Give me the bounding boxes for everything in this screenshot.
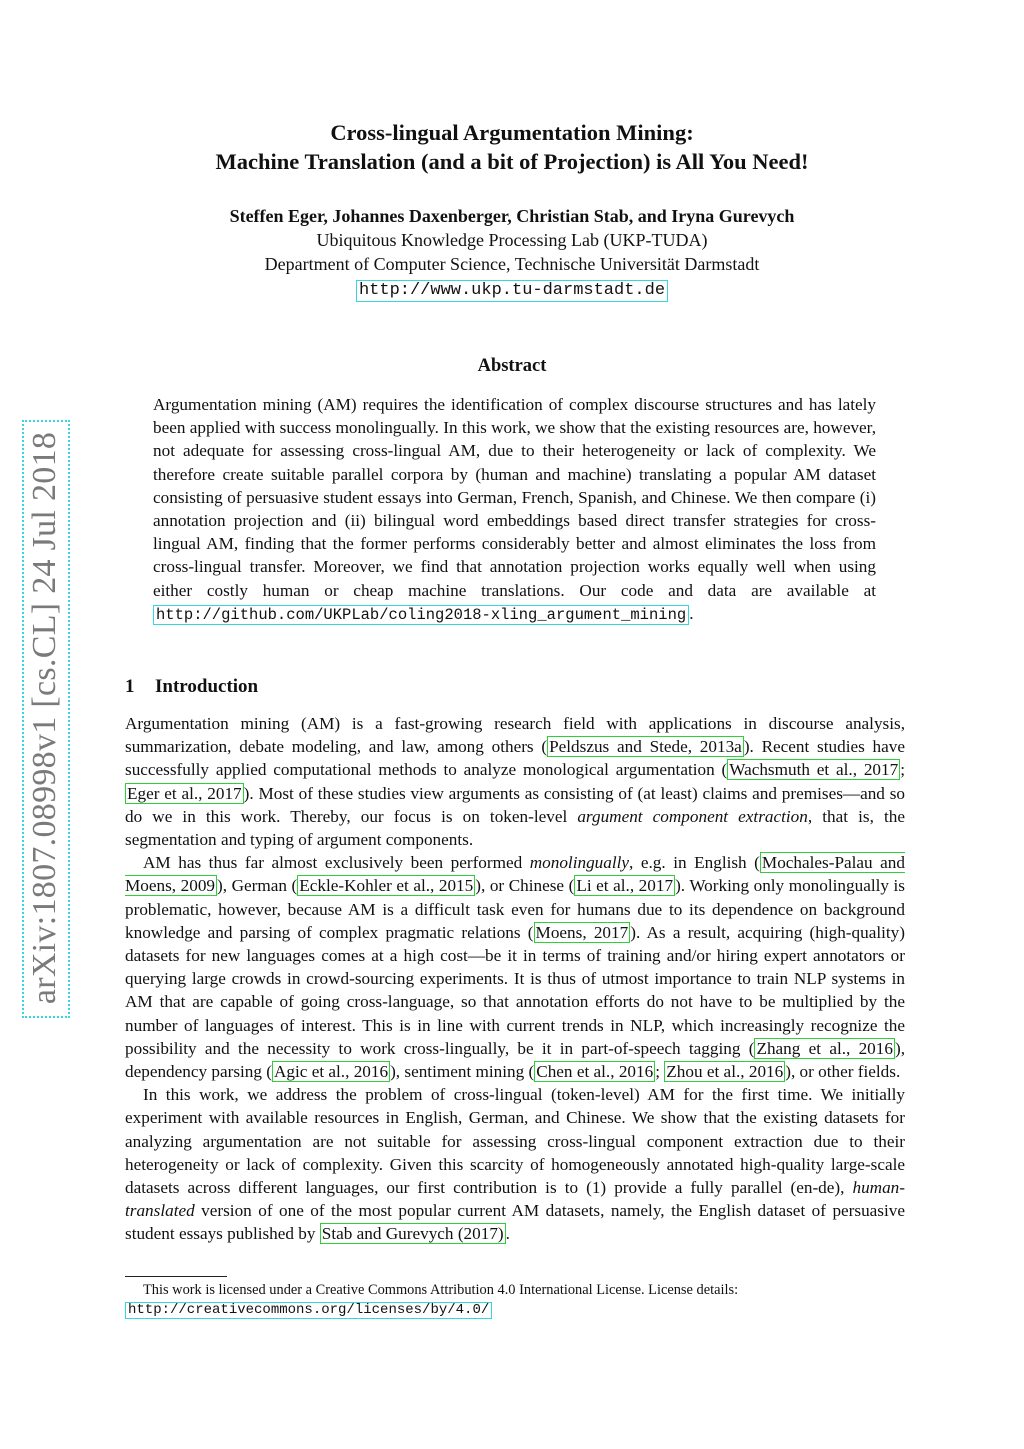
citation-link[interactable]: Chen et al., 2016 [536,1062,654,1082]
paragraph-3 [125,1083,905,1245]
license-url-link[interactable]: http://creativecommons.org/licenses/by/4.0/ [125,1302,492,1319]
title-line-1: Cross-lingual Argumentation Mining: [330,120,694,145]
abstract-end: . [689,603,694,623]
text-span: ). Most of these studies view arguments as consisting of (at least) claims and premises—and so do we in this work. Thereby, our focus is on token-level [125,783,905,826]
text-span: ), sentiment mining ( [390,1062,535,1082]
affiliation-lab: Ubiquitous Knowledge Processing Lab (UKP-TUDA) [316,230,708,250]
emphasis-text: monolingually [529,853,630,873]
citation-link[interactable]: Li et al., 2017 [576,876,674,896]
citation-link[interactable]: Mochales-Palau and Moens, 2009 [125,853,905,896]
footnote [125,1281,905,1319]
paragraph-1 [125,712,905,851]
section-title: Introduction [155,676,259,697]
text-span: version of one of the most popular current AM datasets, namely, the English dataset of persuasive student essays published by [125,1201,905,1244]
text-span: , that is, the segmentation and typing of argument components. [125,806,905,850]
citation-link[interactable]: Eckle-Kohler et al., 2015 [299,876,474,896]
text-span: . [505,1224,510,1244]
citation-link[interactable]: Wachsmuth et al., 2017 [729,760,899,780]
code-url-link[interactable]: http://github.com/UKPLab/coling2018-xling_argument_mining [153,605,689,625]
citation-link[interactable]: Moens, 2017 [535,922,629,942]
footnote-text: This work is licensed under a Creative Commons Attribution 4.0 International License. License details: [143,1282,739,1298]
paper-title [0,118,1024,176]
arxiv-stamp: arXiv:1807.08998v1 [cs.CL] 24 Jul 2018 [26,431,63,1005]
abstract-body: Argumentation mining (AM) requires the identification of complex discourse structures and has lately been applied with success monolingually. In this work, we show that the existing resources are, however, not adequate for assessing cross-lingual AM, due to their heterogeneity or lack of complexity. We therefore create suitable parallel corpora by (human and machine) translating a popular AM dataset consisting of persuasive student essays into German, French, Spanish, and Chinese. We then compare (i) annotation projection and (ii) bilingual word embeddings based direct transfer strategies for cross-lingual AM, finding that the former performs considerably better and almost eliminates the loss from cross-lingual transfer. Moreover, we find that annotation projection works equally well when using either costly human or cheap machine translations. Our code and data are available at [153,395,876,600]
ukp-url-link[interactable]: http://www.ukp.tu-darmstadt.de [356,280,668,302]
paragraph-2 [125,851,905,1083]
citation-link[interactable]: Zhang et al., 2016 [756,1038,893,1058]
citation-link[interactable]: Peldszus and Stede, 2013a [549,737,742,757]
text-span: ; [655,1062,665,1082]
author-names: Steffen Eger, Johannes Daxenberger, Christian Stab, and Iryna Gurevych [229,206,795,226]
citation-link[interactable]: Stab and Gurevych (2017) [321,1224,504,1244]
citation-link[interactable]: Agic et al., 2016 [274,1062,389,1082]
citation-link[interactable]: Zhou et al., 2016 [666,1062,784,1082]
emphasis-text: argument component extraction [577,806,808,826]
abstract-text [153,393,876,625]
text-span: ), German ( [217,876,298,896]
citation-link[interactable]: Eger et al., 2017 [127,783,242,803]
text-span: AM has thus far almost exclusively been performed [143,853,530,873]
text-span: ). Working only monolingually is problematic, however, because AM is a difficult task even for humans due to its dependence on background knowledge and parsing of complex pragmatic relations ( [125,876,905,942]
footnote-divider [125,1276,227,1277]
title-line-2: Machine Translation (and a bit of Projection) is All You Need! [215,149,809,174]
text-span: ; [900,760,905,780]
section-heading-introduction [125,676,258,698]
text-span: ), or Chinese ( [475,876,575,896]
introduction-body [125,712,905,1246]
text-span: , e.g. in English ( [629,853,760,873]
text-span: Argumentation mining (AM) is a fast-growing research field with applications in discourse analysis, summarization, debate modeling, and law, among others ( [125,714,905,757]
section-number: 1 [125,676,135,697]
text-span: In this work, we address the problem of cross-lingual (token-level) AM for the first time. We initially experiment with available resources in English, German, and Chinese. We show that the existing datasets for analyzing argumentation are not suitable for assessing cross-lingual component extraction due to their heterogeneity or lack of complexity. Given this scarcity of homogeneously annotated high-quality large-scale datasets across different languages, our first contribution is to (1) provide a fully parallel (en-de), [125,1085,905,1198]
abstract-heading: Abstract [477,356,547,376]
emphasis-text: human-translated [125,1178,905,1221]
text-span: ), dependency parsing ( [125,1038,905,1082]
text-span: ). As a result, acquiring (high-quality) datasets for new languages comes at a high cost—be it in terms of training and/or hiring expert annotators or querying large crowds in crowd-sourcing experiments. It is thus of utmost importance to train NLP systems in AM that are capable of going cross-language, so that annotation efforts do not have to be multiplied by the number of languages of interest. This is in line with current trends in NLP, which increasingly recognize the possibility and the necessity to work cross-lingually, be it in part-of-speech tagging ( [125,922,905,1058]
text-span: ), or other fields. [785,1062,901,1082]
affiliation-department: Department of Computer Science, Technische Universität Darmstadt [264,254,760,274]
author-block [0,204,1024,302]
text-span: ). Recent studies have successfully applied computational methods to analyze monological argumentation ( [125,737,905,780]
